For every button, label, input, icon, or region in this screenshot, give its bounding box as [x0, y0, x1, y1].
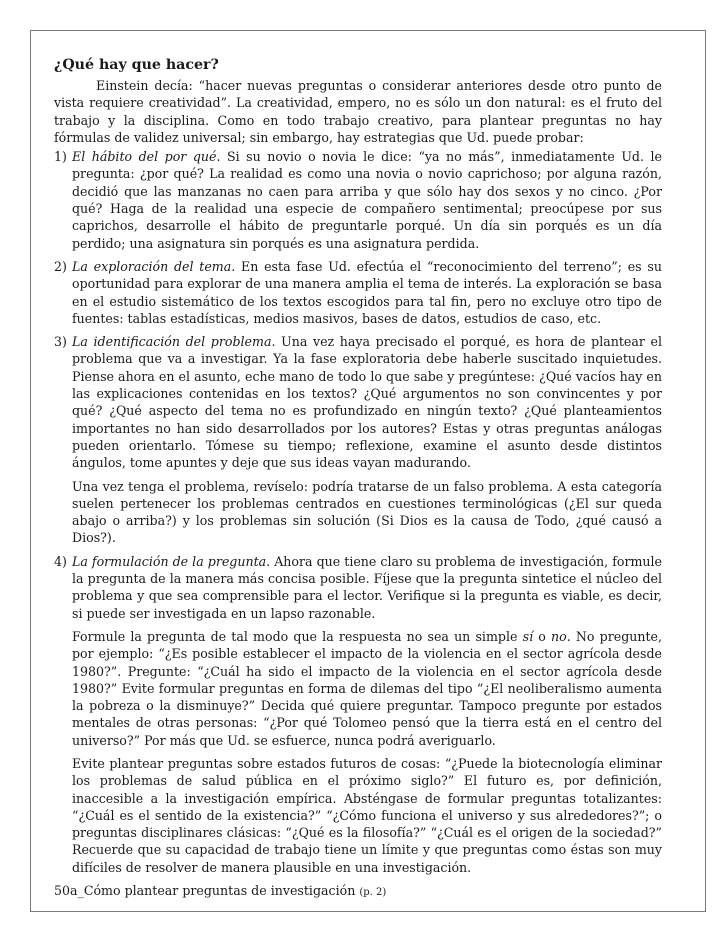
item-text: . Ahora que tiene claro su problema de investigación, formule la pregunta de la manera más concisa posible. Fíjese que la pregunta sintetice el núcleo del problema y que sea comprensible para el lector. Verifique si la pregunta es viable, es decir, si puede ser investigada en un lapso razonable.: [72, 553, 663, 621]
item-paragraph-2: [72, 628, 662, 749]
item-number: 1): [54, 149, 67, 165]
page-footer: [54, 882, 662, 901]
item-text: . No pregunte, por ejemplo: “¿Es posible establecer el impacto de la violencia en el sector agrícola desde 1980?”. Pregunte: “¿Cuál ha sido el impacto de la violencia en el sector agrícola desde 1980?” Evite formular preguntas en forma de dilemas del tipo “¿El neoliberalismo aumenta la pobreza o la disminuye?” Decida qué quiere preguntar. Tampoco pregunte por estados mentales de otras personas: “¿Por qué Tolomeo pensó que la tierra está en el centro del universo?” Por más que Ud. se esfuerce, nunca podrá averiguarlo.: [72, 628, 663, 748]
emphasis-no: no: [551, 628, 567, 644]
item-paragraph-2: Una vez tenga el problema, revíselo: podría tratarse de un falso problema. A esta categoría suelen pertenecer los problemas centrados en cuestiones terminológicas (¿El sur queda abajo o arriba?) y los problemas sin solución (Si Dios es la causa de Todo, ¿qué causó a Dios?).: [72, 478, 662, 546]
item-paragraph: [72, 333, 662, 471]
list-item-2: [54, 258, 662, 327]
item-paragraph: [72, 258, 662, 327]
list-item-3: [54, 333, 662, 547]
strategy-list: [54, 148, 662, 876]
item-text: . En esta fase Ud. efectúa el “reconocimiento del terreno”; es su oportunidad para explorar de una manera amplia el tema de interés. La exploración se basa en el estudio sistemático de los textos escogidos para tal fin, pero no excluye otro tipo de fuentes: tablas estadísticas, medios masivos, bases de datos, estudios de caso, etc.: [72, 258, 662, 326]
list-item-4: [54, 553, 662, 876]
emphasis-si: sí: [522, 628, 534, 644]
item-title: La formulación de la pregunta: [72, 553, 267, 569]
item-text: Formule la pregunta de tal modo que la respuesta no sea un simple: [72, 628, 523, 644]
footer-title: 50a_Cómo plantear preguntas de investigación: [54, 883, 356, 899]
document-content: [54, 56, 662, 901]
item-text: o: [533, 628, 552, 644]
item-number: 3): [54, 334, 67, 350]
item-paragraph: [72, 553, 662, 622]
footer-page-number: (p. 2): [359, 887, 387, 899]
section-heading: ¿Qué hay que hacer?: [54, 57, 219, 73]
item-paragraph-3: Evite plantear preguntas sobre estados futuros de cosas: “¿Puede la biotecnología eliminar los problemas de salud pública en el próximo siglo?” El futuro es, por definición, inaccesible a la investigación empírica. Absténgase de formular preguntas totalizantes: “¿Cuál es el sentido de la existencia?” “¿Cómo funciona el universo y sus alrededores?”; o preguntas disciplinares clásicas: “¿Qué es la filosofía?” “¿Cuál es el origen de la sociedad?” Recuerde que su capacidad de trabajo tiene un límite y que preguntas como éstas son muy difíciles de resolver de manera plausible en una investigación.: [72, 755, 662, 875]
item-title: El hábito del por qué: [72, 149, 217, 165]
item-paragraph: [72, 148, 662, 252]
item-text: . Si su novio o novia le dice: “ya no más”, inmediatamente Ud. le pregunta: ¿por qué? La realidad es como una novia o novio caprichoso; por alguna razón, decidió que las manzanas no caen para arriba y que sólo hay dos sexos y no cinco. ¿Por qué? Haga de la realidad una especie de compañero sentimental; preocúpese por sus caprichos, desarrolle el hábito de preguntarle porqué. Un día sin porqués es un día perdido; una asignatura sin porqués es una asignatura perdida.: [72, 149, 662, 251]
intro-paragraph: Einstein decía: “hacer nuevas preguntas o considerar anteriores desde otro punto de vista requiere creatividad”. La creatividad, empero, no es sólo un don natural: es el fruto del trabajo y la disciplina. Como en todo trabajo creativo, para plantear preguntas no hay fórmulas de validez universal; sin embargo, hay estrategias que Ud. puede probar:: [54, 78, 662, 145]
item-title: La identificación del problema: [72, 334, 272, 350]
item-title: La exploración del tema: [72, 258, 232, 274]
item-number: 2): [54, 258, 67, 274]
item-number: 4): [54, 553, 67, 569]
list-item-1: [54, 148, 662, 252]
item-text: . Una vez haya precisado el porqué, es hora de plantear el problema que va a investigar. Ya la fase exploratoria debe haberle suscitado inquietudes. Piense ahora en el asunto, eche mano de todo lo que sabe y pregúntese: ¿Qué vacíos hay en las explicaciones contenidas en los textos? ¿Qué argumentos no son convincentes y por qué? ¿Qué aspecto del tema no es profundizado en ningún texto? ¿Qué planteamientos importantes no han sido desarrollados por los autores? Estas y otras preguntas análogas pueden orientarlo. Tómese su tiempo; reflexione, examine el asunto desde distintos ángulos, tome apuntes y deje que sus ideas vayan madurando.: [72, 334, 662, 471]
